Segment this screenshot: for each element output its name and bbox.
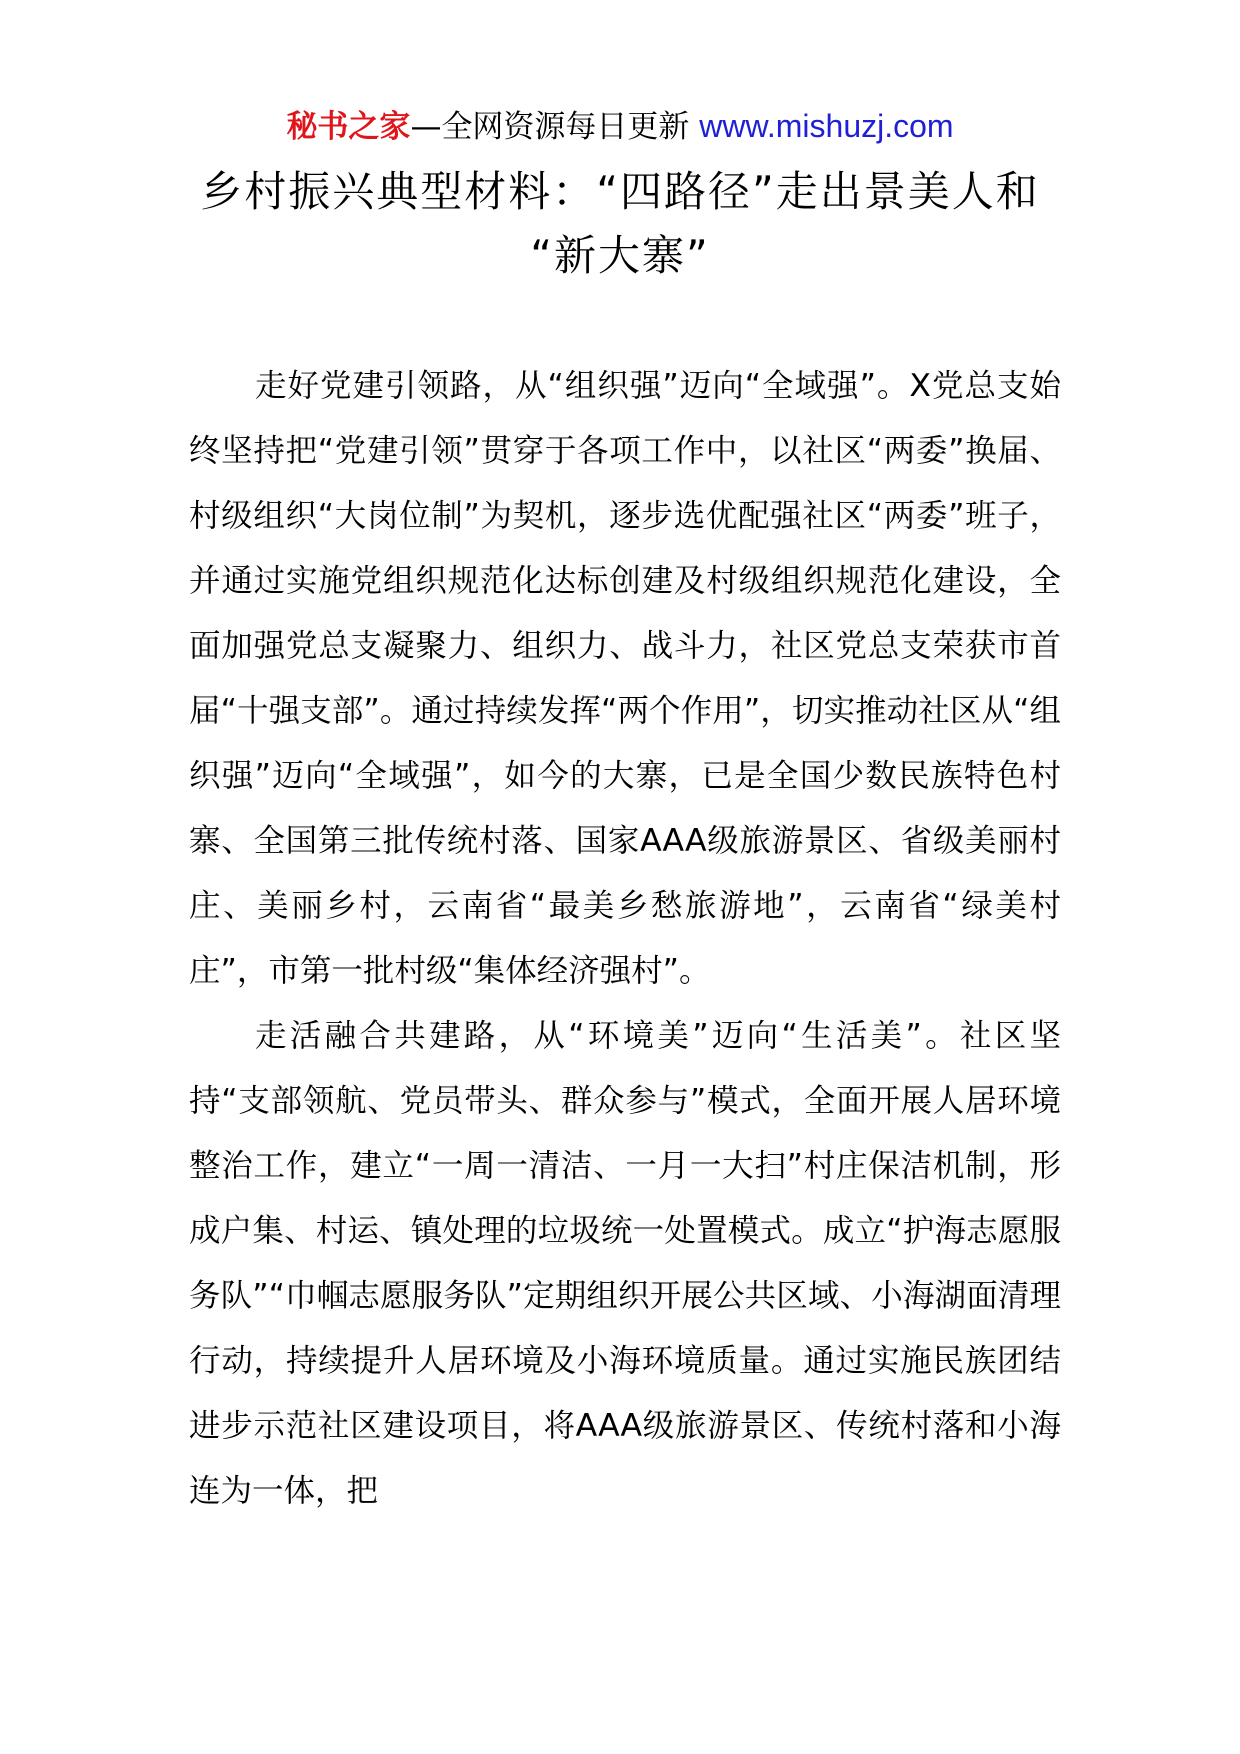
site-header bbox=[0, 104, 1240, 149]
title-line-1: 乡村振兴典型材料：“四路径”走出景美人和 bbox=[200, 167, 1040, 216]
brand-name: 秘书之家 bbox=[286, 109, 411, 145]
document-title bbox=[160, 160, 1080, 288]
paragraph-1: 走好党建引领路，从“组织强”迈向“全域强”。X党总支始终坚持把“党建引领”贯穿于各项工作中，以社区“两委”换届、村级组织“大岗位制”为契机，逐步选优配强社区“两委”班子，并通过实施党组织规范化达标创建及村级组织规范化建设，全面加强党总支凝聚力、组织力、战斗力，社区党总支荣获市首届“十强支部”。通过持续发挥“两个作用”，切实推动社区从“组织强”迈向“全域强”，如今的大寨，已是全国少数民族特色村寨、全国第三批传统村落、国家AAA级旅游景区、省级美丽村庄、美丽乡村，云南省“最美乡愁旅游地”，云南省“绿美村庄”，市第一批村级“集体经济强村”。 bbox=[189, 368, 1061, 989]
site-url-link[interactable]: www.mishuzj.com bbox=[699, 108, 954, 144]
document-body bbox=[189, 354, 1061, 1524]
title-line-2: “新大寨” bbox=[530, 231, 710, 280]
paragraph-2: 走活融合共建路，从“环境美”迈向“生活美”。社区坚持“支部领航、党员带头、群众参与”模式，全面开展人居环境整治工作，建立“一周一清洁、一月一大扫”村庄保洁机制，形成户集、村运、镇处理的垃圾统一处置模式。成立“护海志愿服务队”“巾帼志愿服务队”定期组织开展公共区域、小海湖面清理行动，持续提升人居环境及小海环境质量。通过实施民族团结进步示范社区建设项目，将AAA级旅游景区、传统村落和小海连为一体，把 bbox=[189, 1018, 1061, 1509]
header-tagline: —全网资源每日更新 bbox=[410, 109, 700, 145]
